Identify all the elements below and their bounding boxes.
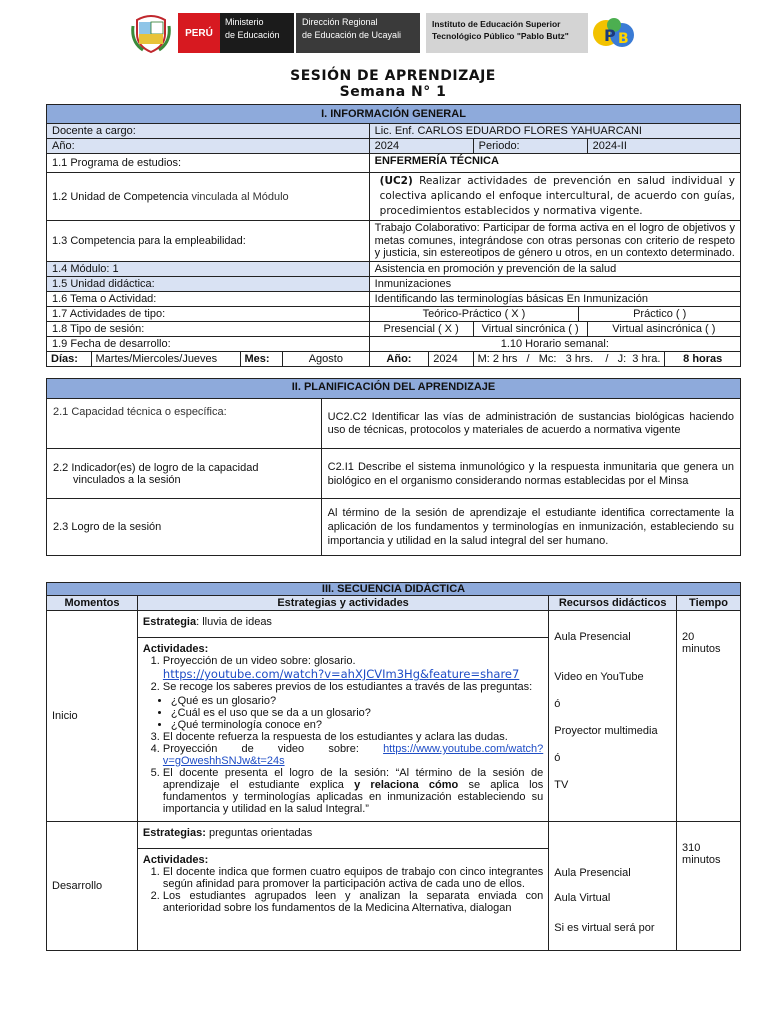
- unidad-didactica-value: Inmunizaciones: [369, 276, 740, 291]
- programa-value: ENFERMERÍA TÉCNICA: [369, 154, 740, 173]
- inicio-estrategia: [138, 611, 548, 638]
- docente-value: Lic. Enf. CARLOS EDUARDO FLORES YAHUARCANI: [369, 124, 740, 139]
- unidad-competencia-value: [369, 173, 740, 221]
- inicio-recurso-4: Proyector multimedia: [554, 725, 658, 737]
- desarrollo-estrategia-label: Estrategias:: [142, 827, 206, 839]
- peru-badge: PERÚ: [178, 13, 220, 53]
- inicio-recurso-3: ó: [554, 698, 561, 710]
- svg-text:P: P: [604, 26, 616, 45]
- indicador-label-a: 2.2 Indicador(es) de logro de la capacidad: [53, 461, 259, 474]
- programa-label: 1.1 Programa de estudios:: [47, 154, 370, 173]
- regional-badge: [296, 13, 420, 53]
- periodo-label: Periodo:: [473, 139, 587, 154]
- inicio-recurso-6: TV: [554, 779, 569, 791]
- fecha-label: 1.9 Fecha de desarrollo:: [47, 336, 370, 351]
- page-subtitle: Semana N° 1: [339, 84, 447, 100]
- mes-label: Mes:: [240, 351, 283, 366]
- actividades-practico: Práctico ( ): [579, 306, 741, 321]
- inicio-item-4-text: Proyección de video sobre:: [162, 743, 384, 755]
- capacidad-value: UC2.C2 Identificar las vías de administración de sustancias biológicas haciendo uso de técnicas, protocolos y materiales de acuerdo a normativa vigente: [321, 399, 740, 449]
- unidad-competencia-label-a: 1.2 Unidad de Competencia: [52, 190, 192, 203]
- modulo-label: 1.4 Módulo: 1: [47, 261, 370, 276]
- tipo-virtual-asincronica: Virtual asincrónica ( ): [587, 321, 740, 336]
- unidad-didactica-label: 1.5 Unidad didáctica:: [47, 276, 370, 291]
- section3-heading: III. SECUENCIA DIDÁCTICA: [47, 583, 741, 596]
- empleabilidad-value: Trabajo Colaborativo: Participar de forma activa en el logro de objetivos y metas comunes, integrándose con otras personas con criterio de respeto y justicia, sin estereotipos de género u otros, en un contexto determinado.: [369, 221, 740, 262]
- inicio-item-5: [163, 767, 543, 815]
- inicio-item-1: [163, 655, 543, 681]
- dias-value: Martes/Miercoles/Jueves: [91, 351, 240, 366]
- desarrollo-actividades: [138, 849, 548, 918]
- horario-value: M: 2 hrs / Mc: 3 hrs. / J: 3 hra.: [473, 351, 665, 366]
- desarrollo-item-2: 2. Los estudiantes agrupados leen y analizan la separata enviada con anterioridad sobre los fundamentos de la Medicina Alternativa, dialogan: [163, 890, 543, 914]
- inicio-recursos: [549, 611, 677, 822]
- indicador-label-b: vinculados a la sesión: [73, 473, 181, 486]
- horario-label: 1.10 Horario semanal:: [369, 336, 740, 351]
- inicio-item-3: 3. El docente refuerza la respuesta de los estudiantes y aclara las dudas.: [163, 731, 543, 743]
- tema-value: Identificando las terminologías básicas En Inmunización: [369, 291, 740, 306]
- institute-line2: Tecnológico Público "Pablo Butz": [432, 31, 569, 41]
- tema-label: 1.6 Tema o Actividad:: [47, 291, 370, 306]
- desarrollo-recurso-3: Si es virtual será por: [554, 922, 655, 934]
- desarrollo-actividades-label: Actividades:: [142, 854, 209, 866]
- inicio-momento: Inicio: [47, 611, 138, 822]
- inicio-video-link-1[interactable]: https://youtube.com/watch?v=ahXJCVIm3Hg&feature=share7: [162, 667, 520, 681]
- desarrollo-momento: Desarrollo: [47, 822, 138, 951]
- anio-value: 2024: [369, 139, 473, 154]
- desarrollo-recurso-1: Aula Presencial: [554, 867, 631, 879]
- unidad-competencia-label-b: vinculada al Módulo: [191, 190, 289, 203]
- inicio-item-2: [163, 681, 543, 731]
- inicio-actividades: [138, 638, 548, 821]
- logro-label: 2.3 Logro de la sesión: [47, 499, 322, 556]
- anio2-label: Año:: [369, 351, 429, 366]
- indicador-label: [47, 449, 322, 499]
- inicio-estrategia-value: : lluvia de ideas: [196, 616, 272, 628]
- planning-table: [46, 378, 741, 556]
- desarrollo-estrategia-value: preguntas orientadas: [205, 827, 313, 839]
- empleabilidad-label: 1.3 Competencia para la empleabilidad:: [47, 221, 370, 262]
- inicio-item-1-text: Proyección de un video sobre: glosario.: [162, 655, 356, 667]
- tipo-virtual-sincronica: Virtual sincrónica ( ): [473, 321, 587, 336]
- section2-heading: II. PLANIFICACIÓN DEL APRENDIZAJE: [47, 379, 741, 399]
- actividades-tipo-label: 1.7 Actividades de tipo:: [47, 306, 370, 321]
- ministry-line2: de Educación: [225, 30, 280, 40]
- tipo-sesion-label: 1.8 Tipo de sesión:: [47, 321, 370, 336]
- institute-badge: [426, 13, 588, 53]
- inicio-tiempo: 20 minutos: [677, 611, 741, 822]
- section1-heading: I. INFORMACIÓN GENERAL: [47, 105, 741, 124]
- col-tiempo: Tiempo: [677, 596, 741, 611]
- inicio-recurso-1: Aula Presencial: [554, 631, 631, 643]
- inicio-item-4: [163, 743, 543, 767]
- pablo-butz-logo: [592, 13, 638, 53]
- inicio-recurso-2: Video en YouTube: [554, 671, 644, 683]
- header-logos: [130, 11, 638, 55]
- inicio-question-2: • ¿Cuál es el uso que se da a un glosario?: [171, 707, 543, 719]
- page-title: SESIÓN DE APRENDIZAJE: [290, 68, 496, 84]
- anio-label: Año:: [47, 139, 370, 154]
- desarrollo-recursos: [549, 822, 677, 951]
- inicio-item-2-text: Se recoge los saberes previos de los estudiantes a través de las preguntas:: [162, 681, 533, 693]
- col-recursos: Recursos didácticos: [549, 596, 677, 611]
- unidad-competencia-text: Realizar actividades de prevención en salud individual y colectiva aplicando el enfoque intercultural, de acuerdo con guías, procedimientos establecidos y normativa vigente.: [379, 175, 735, 217]
- actividades-teorico-practico: Teórico-Práctico ( X ): [369, 306, 579, 321]
- inicio-recurso-5: ó: [554, 752, 561, 764]
- periodo-value: 2024-II: [587, 139, 740, 154]
- desarrollo-estrategias: [137, 822, 548, 951]
- inicio-estrategia-label: Estrategia: [142, 616, 197, 628]
- inicio-video-link-2[interactable]: https://www.youtube.com/watch?v=gOweshhSNJw&t=24s: [162, 743, 544, 767]
- institute-line1: Instituto de Educación Superior: [432, 19, 561, 29]
- inicio-item-5-c: se aplica los fundamentos y terminologías aplicadas en inmunización estableciendo su importancia y utilidad en la salud Integral.”: [162, 779, 544, 815]
- desarrollo-item-1: 1. El docente indica que formen cuatro equipos de trabajo con cinco integrantes según afinidad para promover la participación activa de cada uno de ellos.: [163, 866, 543, 890]
- capacidad-label: 2.1 Capacidad técnica o específica:: [47, 399, 322, 449]
- ministry-line1: Ministerio: [225, 17, 264, 27]
- logro-value: Al término de la sesión de aprendizaje el estudiante identifica correctamente la aplicación de los fundamentos y terminologías en inmunización, estableciendo su importancia y utilidad en la salud integral del ser humano.: [321, 499, 740, 556]
- col-estrategias: Estrategias y actividades: [137, 596, 548, 611]
- unidad-competencia-code: (UC2): [379, 175, 413, 187]
- desarrollo-estrategia: [138, 822, 548, 849]
- inicio-item-5-a: El docente presenta el logro de la sesión: “Al término de la sesión de aprendizaje el estudiante explica: [162, 767, 544, 791]
- didactic-sequence-table: [46, 582, 741, 951]
- inicio-estrategias: [137, 611, 548, 822]
- inicio-question-3: • ¿Qué terminología conoce en?: [171, 719, 543, 731]
- desarrollo-tiempo: 310 minutos: [677, 822, 741, 951]
- col-momentos: Momentos: [47, 596, 138, 611]
- indicador-value: C2.I1 Describe el sistema inmunológico y la respuesta inmunitaria que genera un biológico en el organismo considerando normas establecidas por el Minsa: [321, 449, 740, 499]
- total-horas: 8 horas: [665, 351, 741, 366]
- anio2-value: 2024: [429, 351, 473, 366]
- inicio-row: [47, 611, 741, 822]
- desarrollo-recurso-2: Aula Virtual: [554, 892, 611, 904]
- dias-label: Días:: [47, 351, 92, 366]
- tipo-presencial: Presencial ( X ): [369, 321, 473, 336]
- svg-text:B: B: [618, 31, 629, 47]
- regional-line2: de Educación de Ucayali: [302, 30, 402, 40]
- inicio-question-1: • ¿Qué es un glosario?: [171, 695, 543, 707]
- inicio-item-5-b: y relaciona cómo: [354, 779, 459, 791]
- modulo-value: Asistencia en promoción y prevención de la salud: [369, 261, 740, 276]
- mes-value: Agosto: [283, 351, 370, 366]
- docente-label: Docente a cargo:: [47, 124, 370, 139]
- unidad-competencia-label: [47, 173, 370, 221]
- desarrollo-row: [47, 822, 741, 951]
- inicio-actividades-label: Actividades:: [142, 643, 209, 655]
- regional-line1: Dirección Regional: [302, 17, 378, 27]
- general-info-table: [46, 104, 741, 367]
- ministry-badge: [220, 13, 294, 53]
- peru-coat-of-arms-icon: [130, 12, 172, 54]
